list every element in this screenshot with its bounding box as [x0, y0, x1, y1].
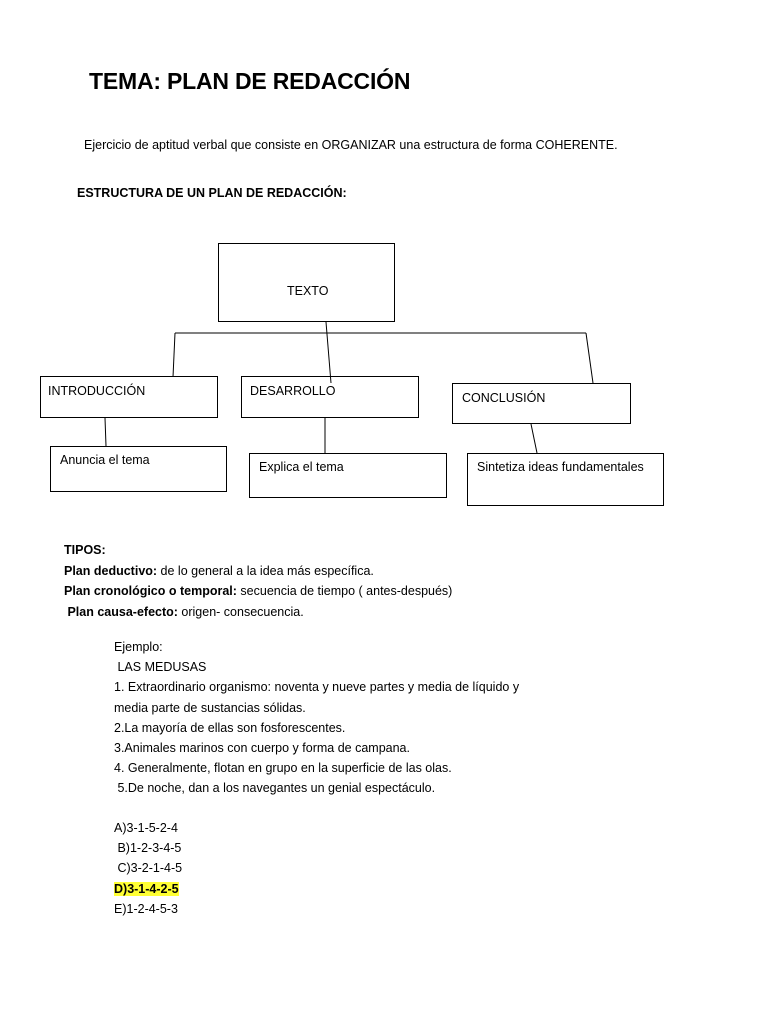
connector-intro-child [105, 418, 106, 446]
connector-root-to-bar [326, 322, 331, 383]
answer-text: C)3-2-1-4-5 [114, 861, 183, 876]
example-line: 3.Animales marinos con cuerpo y forma de campana. [114, 741, 410, 756]
answer-text: A)3-1-5-2-4 [114, 821, 178, 835]
intro-label: INTRODUCCIÓN [48, 384, 146, 398]
answer-option [114, 818, 182, 838]
development-child-label: Explica el tema [259, 460, 344, 474]
conclusion-child-label: Sintetiza ideas fundamentales [477, 460, 644, 474]
answer-option [114, 838, 182, 858]
connector-conclusion-child [531, 424, 537, 453]
answer-text-highlighted: D)3-1-4-2-5 [114, 881, 179, 896]
tipos-heading: TIPOS: [64, 543, 106, 557]
tipo-desc: secuencia de tiempo ( antes-después) [236, 584, 453, 598]
intro-paragraph: Ejercicio de aptitud verbal que consiste en ORGANIZAR una estructura de forma COHERENTE. [84, 138, 618, 152]
tipo-desc: de lo general a la idea más específica. [157, 563, 374, 578]
answer-options [114, 818, 182, 919]
example-line: 4. Generalmente, flotan en grupo en la superficie de las olas. [114, 761, 452, 776]
example-line: media parte de sustancias sólidas. [114, 700, 306, 715]
conclusion-label: CONCLUSIÓN [462, 391, 546, 405]
example-line: 5.De noche, dan a los navegantes un genial espectáculo. [114, 781, 436, 796]
tipo-name: Plan causa-efecto: [64, 604, 178, 619]
page-title: TEMA: PLAN DE REDACCIÓN [89, 68, 411, 94]
root-box [219, 244, 395, 322]
tipo-name: Plan cronológico o temporal: [64, 584, 237, 598]
root-label: TEXTO [287, 284, 329, 298]
example-line: 1. Extraordinario organismo: noventa y nueve partes y media de líquido y [114, 680, 520, 695]
answer-text: E)1-2-4-5-3 [114, 901, 178, 916]
development-label: DESARROLLO [250, 384, 336, 398]
answer-option [114, 899, 182, 919]
tipo-item [64, 602, 452, 623]
example-subtitle: LAS MEDUSAS [114, 660, 207, 675]
tipo-desc: origen- consecuencia. [177, 604, 304, 619]
answer-option [114, 858, 182, 878]
tipos-section [64, 540, 452, 622]
tipo-item [64, 561, 452, 582]
intro-child-label: Anuncia el tema [60, 453, 150, 467]
example-heading: Ejemplo: [114, 640, 163, 654]
structure-heading: ESTRUCTURA DE UN PLAN DE REDACCIÓN: [77, 186, 347, 200]
example-section [114, 637, 519, 799]
answer-option-correct [114, 879, 182, 899]
connector-bar-to-intro [173, 333, 175, 377]
connector-bar-to-conclusion [586, 333, 593, 383]
example-line: 2.La mayoría de ellas son fosforescentes. [114, 720, 346, 735]
tipo-name: Plan deductivo: [64, 563, 158, 578]
tipo-item [64, 581, 452, 602]
answer-text: B)1-2-3-4-5 [114, 841, 182, 856]
